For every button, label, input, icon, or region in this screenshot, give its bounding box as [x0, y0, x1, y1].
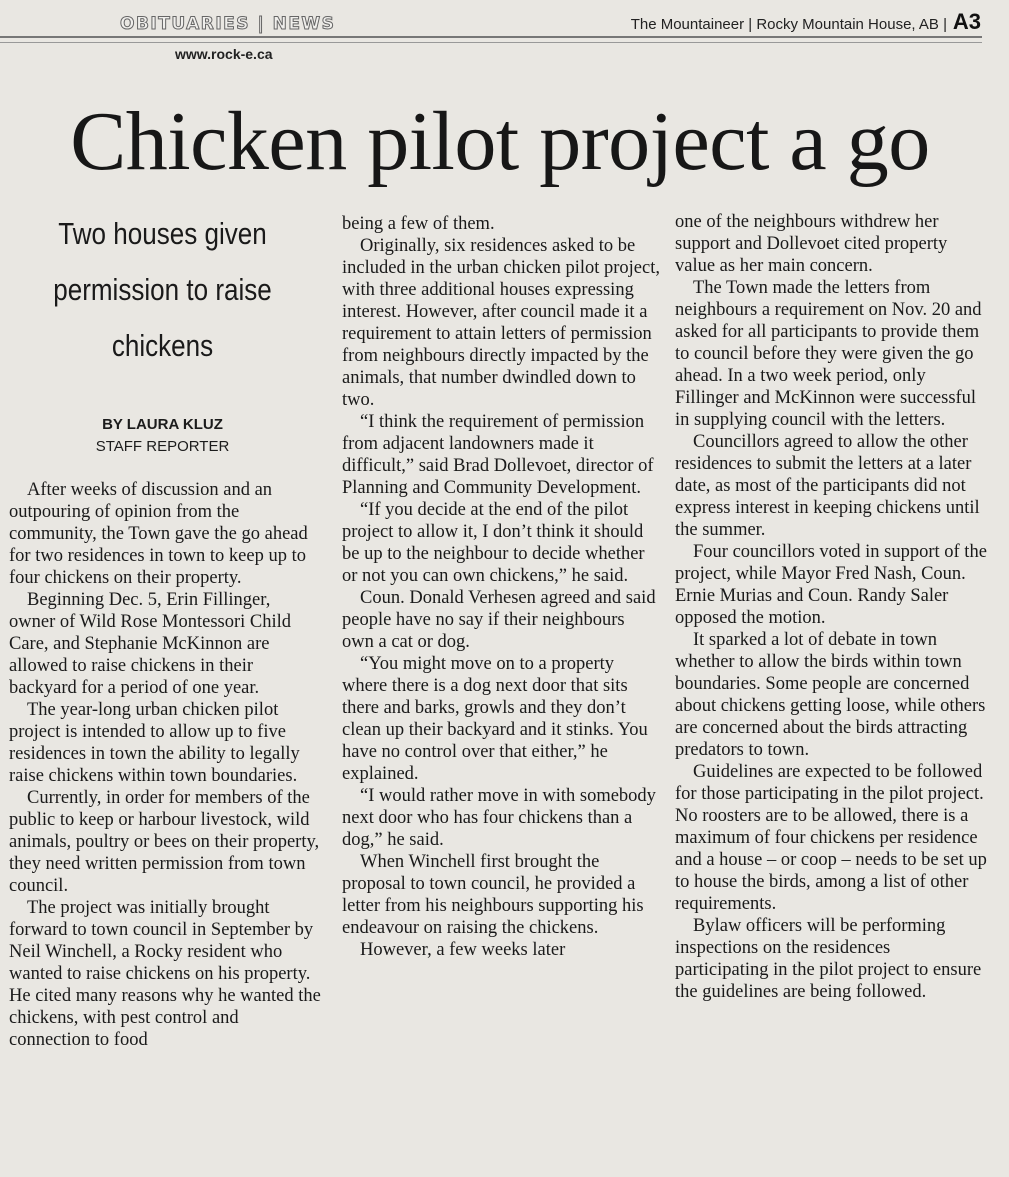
byline-role: STAFF REPORTER [95, 438, 230, 455]
article-subhead: Two houses given permission to raise chickens [53, 216, 272, 363]
paragraph: Four councillors voted in support of the project, while Mayor Fred Nash, Coun. Ernie Murias and Coun. Randy Saler opposed the motion. [675, 542, 987, 628]
paragraph-continued: one of the neighbours withdrew her support and Dollevoet cited property value as her main concern. [675, 212, 948, 276]
paragraph: Bylaw officers will be performing inspections on the residences participating in the pilot project to ensure the guidelines are being followed. [675, 916, 982, 1002]
paragraph: Guidelines are expected to be followed for those participating in the pilot project. No roosters are to be allowed, there is a maximum of four chickens per residence and a house – or coop – needs to be set up to house the birds, among a list of other requirements. [675, 762, 987, 914]
article-column-3 [675, 211, 987, 1003]
paragraph: Coun. Donald Verhesen agreed and said people have no say if their neighbours own a cat or dog. [342, 588, 656, 652]
paragraph: “If you decide at the end of the pilot project to allow it, I don’t think it should be up to the neighbour to decide whether or not you can own chickens,” he said. [342, 500, 645, 586]
paragraph: “I think the requirement of permission from adjacent landowners made it difficult,” said Brad Dollevoet, director of Planning and Community Development. [342, 412, 654, 498]
website-link[interactable]: www.rock-e.ca [175, 46, 273, 62]
header-rule [0, 36, 982, 43]
byline-name: BY LAURA KLUZ [102, 416, 223, 433]
paragraph: The project was initially brought forward to town council in September by Neil Winchell, a Rocky resident who wanted to raise chickens on his property. He cited many reasons why he wanted the chickens, with pest control and connection to food [9, 898, 321, 1050]
article-column-1 [9, 479, 321, 1051]
paragraph: It sparked a lot of debate in town whether to allow the birds within town boundaries. Some people are concerned about chickens getting loose, while others are concerned about the birds attracting predators to town. [675, 630, 986, 760]
paragraph: When Winchell first brought the proposal to town council, he provided a letter from his neighbours supporting his endeavour on raising the chickens. [342, 852, 644, 938]
paragraph: Councillors agreed to allow the other residences to submit the letters at a later date, as most of the participants did not express interest in keeping chickens until the summer. [675, 432, 980, 540]
paragraph: After weeks of discussion and an outpouring of opinion from the community, the Town gave the go ahead for two residences in town to keep up to four chickens on their property. [9, 480, 308, 588]
paragraph: Beginning Dec. 5, Erin Fillinger, owner of Wild Rose Montessori Child Care, and Stephanie McKinnon are allowed to raise chickens in their backyard for a period of one year. [9, 590, 292, 698]
paragraph: Originally, six residences asked to be included in the urban chicken pilot project, with three additional houses expressing interest. However, after council made it a requirement to attain letters of permission from neighbours directly impacted by the animals, that number dwindled down to two. [342, 236, 660, 410]
byline [60, 414, 265, 458]
paragraph: Currently, in order for members of the public to keep or harbour livestock, wild animals, poultry or bees on their property, they need written permission from town council. [9, 788, 320, 896]
article-column-2 [342, 213, 660, 961]
newspaper-info: The Mountaineer | Rocky Mountain House, AB | [630, 16, 947, 33]
paragraph: The Town made the letters from neighbours a requirement on Nov. 20 and asked for all participants to provide them to council before they were given the go ahead. In a two week period, only Fillinger and McKinnon were successful in supplying council with the letters. [675, 278, 982, 430]
page-number: A3 [952, 9, 981, 34]
paragraph: “I would rather move in with somebody next door who has four chickens than a dog,” he said. [342, 786, 656, 850]
paragraph: “You might move on to a property where there is a dog next door that sits there and barks, growls and they don’t clean up their backyard and it stinks. You have no control over that either,” he explained. [342, 654, 648, 784]
section-label: OBITUARIES | NEWS [120, 14, 336, 34]
article-headline: Chicken pilot project a go [70, 95, 930, 188]
paragraph: However, a few weeks later [360, 940, 566, 960]
paragraph: The year-long urban chicken pilot project is intended to allow up to five residences in town the ability to legally raise chickens within town boundaries. [9, 700, 300, 786]
page-header [0, 0, 1009, 42]
paragraph-continued: being a few of them. [342, 214, 495, 234]
